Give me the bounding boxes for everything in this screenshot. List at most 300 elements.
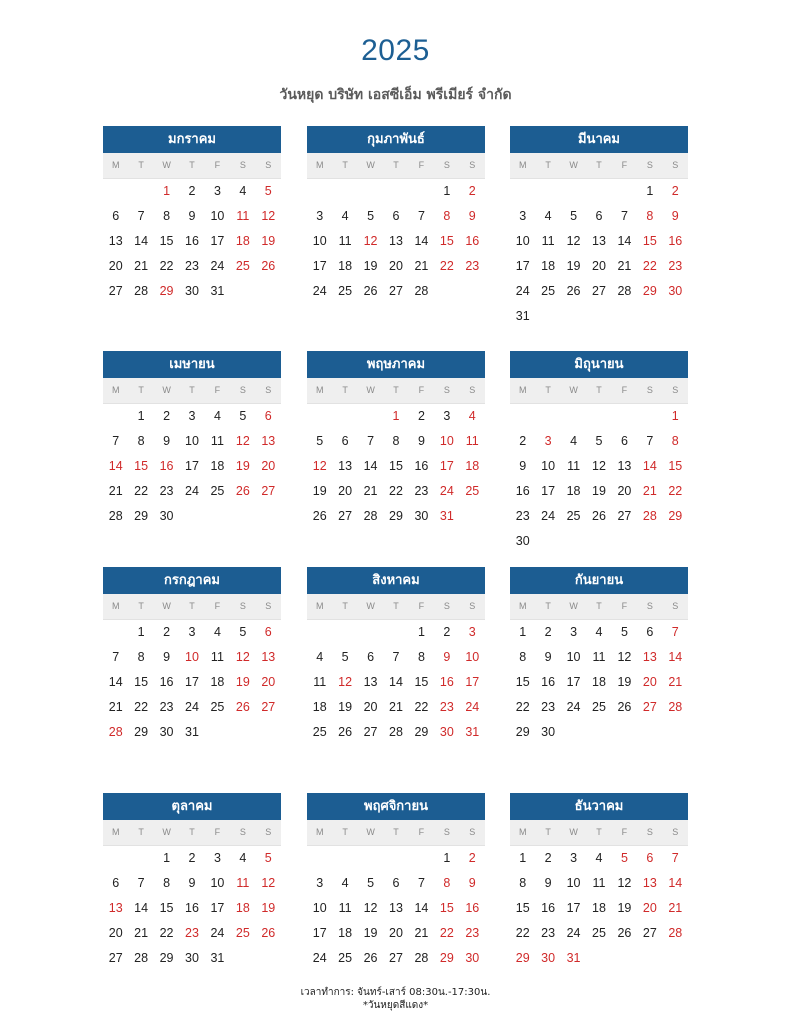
holiday-date: 29 [668,509,683,523]
holiday-date: 29 [642,284,657,298]
calendar-date: 14 [134,234,149,248]
weekday-label: T [545,385,551,395]
weekday-label: F [214,385,221,395]
calendar-date: 19 [617,675,632,689]
calendar-date: 22 [159,926,174,940]
month-block [103,793,281,971]
holiday-date: 5 [620,851,628,865]
weekday-label: T [189,601,195,611]
calendar-date: 1 [137,409,145,423]
empty-cell [510,404,535,429]
page-title: 2025 [361,34,430,67]
calendar-date: 16 [541,901,556,915]
calendar-date: 23 [541,926,556,940]
calendar-date: 5 [239,625,247,639]
weekday-row [103,378,281,404]
holiday-date: 15 [668,459,683,473]
holiday-date: 11 [465,434,479,448]
weekday-label: W [162,601,171,611]
calendar-date: 24 [566,700,581,714]
month-block [307,567,485,745]
holiday-date: 11 [236,876,250,890]
holiday-date: 15 [134,459,149,473]
holiday-date: 13 [642,876,657,890]
weekday-label: F [214,601,221,611]
empty-cell [409,179,434,204]
calendar-date: 29 [389,509,403,523]
month-block [510,126,688,329]
month-block [103,126,281,304]
empty-cell [612,404,637,429]
holiday-date: 30 [668,284,683,298]
calendar-date: 15 [515,901,530,915]
weekday-label: F [621,160,628,170]
holiday-date: 25 [465,484,480,498]
calendar-date: 21 [617,259,632,273]
holiday-date: 18 [235,234,250,248]
calendar-date: 25 [210,700,225,714]
weekday-label: S [239,827,246,837]
calendar-date: 11 [592,650,606,664]
calendar-date: 16 [414,459,429,473]
calendar-date: 6 [595,209,603,223]
calendar-date: 7 [112,434,120,448]
calendar-date: 30 [414,509,429,523]
calendar-date: 16 [185,234,199,248]
holiday-date: 9 [671,209,679,223]
calendar-date: 17 [515,259,530,273]
calendar-date: 27 [338,509,353,523]
holiday-date: 1 [671,409,679,423]
weekday-label: S [443,385,450,395]
month-name: กรกฎาคม [103,567,281,594]
calendar-date: 11 [592,876,606,890]
holiday-date: 6 [264,625,272,639]
calendar-date: 20 [617,484,632,498]
empty-cell [535,404,560,429]
weekday-label: T [545,160,551,170]
calendar-date: 15 [389,459,403,473]
calendar-date: 5 [341,650,349,664]
calendar-date: 6 [392,876,400,890]
calendar-date: 15 [515,675,530,689]
empty-cell [358,179,383,204]
calendar-date: 11 [541,234,555,248]
calendar-date: 8 [519,650,527,664]
calendar-date: 28 [363,509,378,523]
calendar-date: 21 [108,700,123,714]
holiday-date: 25 [235,259,250,273]
calendar-date: 24 [210,259,225,273]
calendar-date: 3 [213,851,221,865]
calendar-date: 23 [159,484,174,498]
calendar-date: 10 [312,901,327,915]
calendar-date: 8 [417,650,425,664]
empty-cell [332,846,357,871]
calendar-date: 18 [210,459,225,473]
calendar-date: 3 [443,409,451,423]
calendar-date: 30 [159,725,174,739]
calendar-date: 25 [338,284,353,298]
weekday-label: M [518,827,527,837]
weekday-label: W [569,601,578,611]
holiday-note: *วันหยุดสีแดง* [362,1000,429,1011]
days-grid [103,846,281,971]
holiday-date: 19 [261,901,276,915]
calendar-date: 21 [134,259,149,273]
holiday-date: 16 [668,234,683,248]
weekday-label: M [315,827,324,837]
holiday-date: 17 [465,675,480,689]
calendar-date: 28 [134,951,149,965]
calendar-date: 3 [519,209,527,223]
weekday-label: T [596,385,602,395]
holiday-date: 7 [671,625,679,639]
weekday-label: W [569,827,578,837]
weekday-label: S [265,601,272,611]
calendar-date: 7 [620,209,628,223]
holiday-date: 3 [468,625,476,639]
weekday-label: T [138,601,144,611]
holiday-date: 13 [642,650,657,664]
holiday-date: 28 [668,926,683,940]
empty-cell [358,404,383,429]
holiday-date: 30 [541,951,556,965]
weekday-label: T [393,827,399,837]
calendar-date: 17 [210,901,225,915]
calendar-date: 30 [159,509,174,523]
weekday-label: W [569,385,578,395]
holiday-date: 10 [439,434,454,448]
calendar-date: 6 [620,434,628,448]
holiday-date: 14 [108,459,123,473]
calendar-date: 8 [137,650,145,664]
weekday-label: F [621,827,628,837]
holiday-date: 22 [439,926,454,940]
calendar-date: 6 [341,434,349,448]
calendar-date: 8 [392,434,400,448]
calendar-date: 15 [159,901,174,915]
month-name: มิถุนายน [510,351,688,378]
holiday-date: 12 [363,234,378,248]
weekday-label: S [443,601,450,611]
calendar-date: 29 [515,725,530,739]
holiday-date: 23 [185,926,199,940]
calendar-date: 4 [213,409,221,423]
holiday-date: 15 [642,234,657,248]
calendar-date: 15 [414,675,429,689]
weekday-label: T [596,827,602,837]
calendar-date: 26 [617,700,632,714]
calendar-date: 21 [389,700,403,714]
calendar-date: 14 [617,234,632,248]
calendar-date: 5 [570,209,578,223]
calendar-date: 21 [414,259,429,273]
calendar-date: 2 [163,625,171,639]
calendar-date: 2 [519,434,527,448]
holiday-date: 2 [671,184,679,198]
weekday-row [307,594,485,620]
holiday-date: 26 [235,484,250,498]
holiday-date: 21 [668,901,683,915]
weekday-row [510,594,688,620]
calendar-date: 7 [417,209,425,223]
holiday-date: 15 [439,901,454,915]
calendar-date: 3 [188,409,196,423]
calendar-date: 27 [108,284,123,298]
calendar-date: 16 [541,675,556,689]
holiday-date: 23 [439,700,454,714]
calendar-date: 1 [417,625,425,639]
weekday-label: S [646,385,653,395]
weekday-label: T [138,385,144,395]
holiday-date: 24 [439,484,454,498]
weekday-row [103,153,281,179]
month-block [307,793,485,971]
holiday-date: 23 [465,926,480,940]
calendar-date: 24 [515,284,530,298]
weekday-row [510,820,688,846]
weekday-label: T [393,385,399,395]
calendar-date: 22 [515,700,530,714]
calendar-date: 10 [541,459,556,473]
days-grid [307,620,485,745]
holiday-date: 12 [338,675,353,689]
calendar-date: 25 [592,926,606,940]
calendar-date: 2 [417,409,425,423]
calendar-date: 13 [338,459,353,473]
days-grid [510,846,688,971]
calendar-date: 2 [544,625,552,639]
calendar-date: 10 [185,434,199,448]
calendar-date: 11 [338,234,352,248]
calendar-date: 2 [188,184,196,198]
calendar-date: 29 [134,725,149,739]
calendar-date: 31 [210,284,225,298]
empty-cell [128,846,153,871]
holiday-date: 21 [668,675,683,689]
weekday-label: S [672,827,679,837]
calendar-date: 17 [566,901,581,915]
weekday-label: M [518,160,527,170]
calendar-date: 7 [137,209,145,223]
calendar-date: 24 [185,484,199,498]
days-grid [307,846,485,971]
calendar-date: 10 [566,650,581,664]
holiday-date: 22 [642,259,657,273]
empty-cell [103,179,128,204]
weekday-label: S [239,385,246,395]
weekday-row [103,594,281,620]
calendar-date: 17 [312,926,327,940]
calendar-date: 10 [312,234,327,248]
calendar-date: 15 [134,675,149,689]
holiday-date: 23 [668,259,683,273]
calendar-date: 12 [592,459,606,473]
calendar-date: 7 [417,876,425,890]
empty-cell [561,404,586,429]
weekday-row [307,378,485,404]
holiday-date: 8 [646,209,654,223]
calendar-date: 22 [414,700,429,714]
holiday-date: 12 [235,650,250,664]
calendar-date: 4 [239,851,247,865]
weekday-label: S [239,160,246,170]
calendar-date: 14 [363,459,378,473]
weekday-label: S [646,160,653,170]
holiday-date: 23 [465,259,480,273]
holiday-date: 27 [261,484,276,498]
calendar-date: 20 [363,700,378,714]
calendar-date: 8 [163,209,171,223]
calendar-date: 1 [519,625,527,639]
weekday-label: M [111,385,120,395]
calendar-date: 3 [188,625,196,639]
weekday-label: W [162,160,171,170]
weekday-label: T [393,160,399,170]
calendar-date: 20 [108,926,123,940]
calendar-date: 19 [363,259,378,273]
calendar-date: 12 [617,876,632,890]
calendar-date: 18 [210,675,225,689]
weekday-label: S [469,601,476,611]
holiday-date: 21 [642,484,657,498]
weekday-label: W [366,827,375,837]
weekday-label: S [265,385,272,395]
calendar-date: 27 [363,725,378,739]
weekday-label: S [646,827,653,837]
calendar-date: 9 [544,876,552,890]
calendar-date: 23 [414,484,429,498]
calendar-date: 22 [515,926,530,940]
calendar-date: 11 [313,675,327,689]
weekday-label: T [189,160,195,170]
holiday-date: 29 [515,951,530,965]
empty-cell [586,179,611,204]
calendar-date: 13 [108,234,123,248]
calendar-date: 22 [134,484,149,498]
calendar-date: 11 [567,459,581,473]
calendar-date: 16 [185,901,199,915]
calendar-date: 3 [570,625,578,639]
calendar-date: 8 [519,876,527,890]
calendar-date: 18 [541,259,556,273]
calendar-date: 21 [134,926,149,940]
calendar-date: 9 [544,650,552,664]
weekday-label: M [315,601,324,611]
calendar-date: 28 [414,951,429,965]
weekday-label: T [342,827,348,837]
calendar-date: 21 [414,926,429,940]
calendar-date: 1 [137,625,145,639]
calendar-date: 3 [316,209,324,223]
company-subtitle: วันหยุด บริษัท เอสซีเอ็ม พรีเมียร์ จำกัด [279,87,512,103]
calendar-date: 8 [163,876,171,890]
empty-cell [332,620,357,645]
weekday-label: T [189,385,195,395]
weekday-label: M [315,160,324,170]
calendar-date: 16 [159,675,174,689]
month-name: สิงหาคม [307,567,485,594]
calendar-date: 30 [185,951,199,965]
holiday-date: 26 [261,259,276,273]
calendar-date: 19 [566,259,581,273]
calendar-date: 19 [592,484,606,498]
holiday-date: 7 [671,851,679,865]
calendar-date: 18 [338,926,353,940]
calendar-date: 7 [646,434,654,448]
weekday-label: F [621,601,628,611]
empty-cell [307,179,332,204]
weekday-label: S [443,160,450,170]
calendar-date: 20 [338,484,353,498]
holiday-date: 1 [392,409,400,423]
calendar-date: 25 [592,700,606,714]
calendar-date: 25 [541,284,556,298]
holiday-date: 14 [668,876,683,890]
weekday-label: S [239,601,246,611]
calendar-date: 20 [108,259,123,273]
empty-cell [103,404,128,429]
empty-cell [612,179,637,204]
calendar-date: 22 [134,700,149,714]
empty-cell [637,404,662,429]
calendar-date: 7 [112,650,120,664]
days-grid [307,404,485,529]
calendar-date: 24 [185,700,199,714]
empty-cell [307,846,332,871]
calendar-date: 26 [617,926,632,940]
calendar-date: 17 [210,234,225,248]
holiday-date: 30 [439,725,454,739]
calendar-date: 30 [541,725,556,739]
month-block [103,567,281,745]
calendar-date: 5 [595,434,603,448]
days-grid [103,404,281,529]
calendar-date: 25 [338,951,353,965]
empty-cell [103,846,128,871]
holiday-date: 13 [261,434,276,448]
holiday-date: 16 [159,459,174,473]
days-grid [103,179,281,304]
calendar-date: 9 [188,209,196,223]
holiday-date: 6 [646,851,654,865]
holiday-date: 22 [439,259,454,273]
calendar-date: 19 [617,901,632,915]
holiday-date: 20 [642,675,657,689]
holiday-date: 27 [261,700,276,714]
weekday-label: W [162,827,171,837]
calendar-date: 11 [338,901,352,915]
empty-cell [332,179,357,204]
month-block [103,351,281,529]
holiday-date: 1 [163,184,171,198]
calendar-date: 29 [134,509,149,523]
empty-cell [383,620,408,645]
calendar-date: 6 [367,650,375,664]
weekday-label: F [214,827,221,837]
month-name: กันยายน [510,567,688,594]
holiday-date: 29 [159,284,174,298]
holiday-date: 12 [261,209,276,223]
weekday-label: W [366,601,375,611]
holiday-date: 28 [108,725,123,739]
weekday-label: T [545,827,551,837]
weekday-label: M [315,385,324,395]
month-name: มกราคม [103,126,281,153]
calendar-date: 3 [316,876,324,890]
calendar-date: 1 [163,851,171,865]
